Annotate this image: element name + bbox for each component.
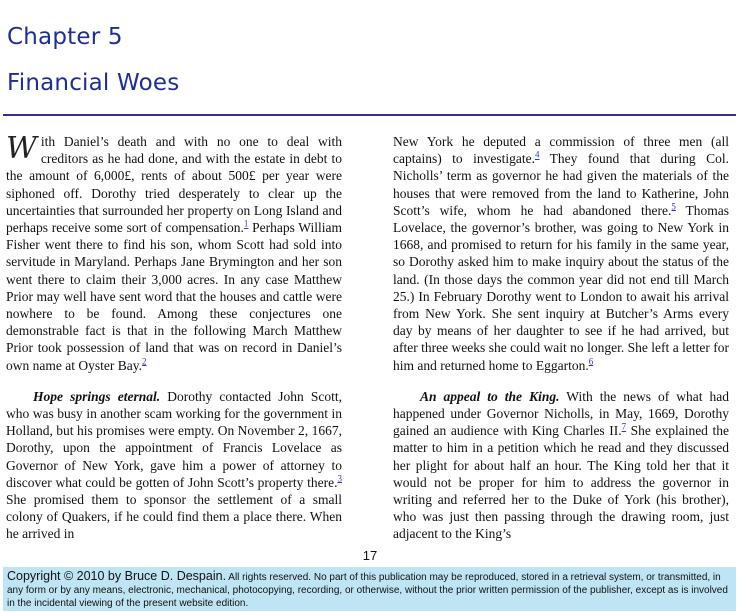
footnote-link-3[interactable]: 3 xyxy=(337,473,342,484)
paragraph-text: Thomas Lovelace, the governor’s brother, was going to New York in 1668, and promised to return for his family in the same year, so Dorothy asked him to make inquiry about the status of the land. (In those days the common year did not end till March 25.) In February Dorothy went to London to await his arrival from New York. She sent inquiry at Butcher’s Arms every day by means of her daughter to see if he had arrived, but after three weeks she could wait no longer. She left a letter for him and returned home to Eggarton. xyxy=(393,202,730,373)
paragraph-text: New York he deputed a commission of three men (all captains) to investigate. xyxy=(393,134,729,167)
copyright-lead: Copyright © 2010 by Bruce D. Despain. xyxy=(7,569,227,583)
header-rule xyxy=(3,114,736,116)
section-lead-hope-springs: Hope springs eternal. xyxy=(33,388,161,404)
footnote-link-1[interactable]: 1 xyxy=(243,218,249,229)
paragraph-text: With the news of what had happened under Governor Nicholls, in May, 1669, Dorothy gained an audience with King Charles II. xyxy=(393,388,729,439)
paragraph-text: She explained the matter to him in a petition which he read and they discussed her plight for about half an hour. The King told her that it would not be proper for him to address the governor in writing and referred her to the Duke of York (his brother), who was just then passing through the drawing room, just adjacent to the King’s xyxy=(393,423,729,542)
footnote-link-5[interactable]: 5 xyxy=(671,201,676,212)
chapter-label: Chapter 5 xyxy=(7,24,123,50)
drop-cap: W xyxy=(6,131,37,166)
paragraph-text: She promised them to sponsor the settlement of a small colony of Quakers, if he could find them a place there. When he arrived in xyxy=(6,492,342,542)
right-column xyxy=(393,133,729,543)
copyright-notice xyxy=(3,567,736,611)
footnote-link-6[interactable]: 6 xyxy=(588,356,594,367)
left-column xyxy=(6,133,342,543)
paragraph-text: Perhaps William Fisher went there to find his son, whom Scott had sold into servitude in Maryland. Perhaps Jane Brymington and her son went there to claim their 3,000 acres. In any case Matthew Prior may well have sent word that the houses and cattle were nowhere to be found. Among these conjectures one demonstrable fact is that in the following March Matthew Prior took possession of land that was on record in Daniel’s own name at Oyster Bay. xyxy=(6,220,342,373)
section-lead-appeal-to-king: An appeal to the King. xyxy=(420,388,560,404)
paragraph-text: Dorothy contacted John Scott, who was busy in another scam working for the government in Holland, but his promises were empty. On November 2, 1667, Dorothy, upon the appointment of Francis Lovelace as Governor of New York, gave him a power of attorney to discover what could be gotten of John Scott’s property there. xyxy=(6,388,342,490)
footnote-link-4[interactable]: 4 xyxy=(534,149,540,160)
chapter-title: Financial Woes xyxy=(7,70,180,96)
paragraph-hope-springs xyxy=(6,388,342,543)
page-number: 17 xyxy=(362,548,378,563)
footnote-link-7[interactable]: 7 xyxy=(621,421,627,432)
paragraph-appeal-to-king xyxy=(393,388,729,543)
copyright-text: All rights reserved. No part of this publication may be reproduced, stored in a retrieval system, or transmitted, in any form or by any means, electronic, mechanical, photocopying, recording, or otherwise, without the prior written permission of the publisher, except as is involved in the incidental viewing of the present website edition. xyxy=(7,572,728,609)
paragraph-text: They found that during Col. Nicholls’ term as governor he had given the materials of the houses that were removed from the land to Katherine, John Scott’s wife, whom he had abandoned there. xyxy=(393,151,729,218)
footnote-link-2[interactable]: 2 xyxy=(141,356,147,367)
paragraph-daniels-death xyxy=(6,133,342,374)
paragraph-text: ith Daniel’s death and with no one to deal with creditors as he had done, and with the estate in debt to the amount of 6,000£, rents of about 500£ per year were siphoned off. Dorothy tried desperately to clear up the uncertainties that surrounded her property on Long Island and perhaps receive some sort of compensation. xyxy=(6,134,342,236)
paragraph-commission xyxy=(393,133,729,374)
